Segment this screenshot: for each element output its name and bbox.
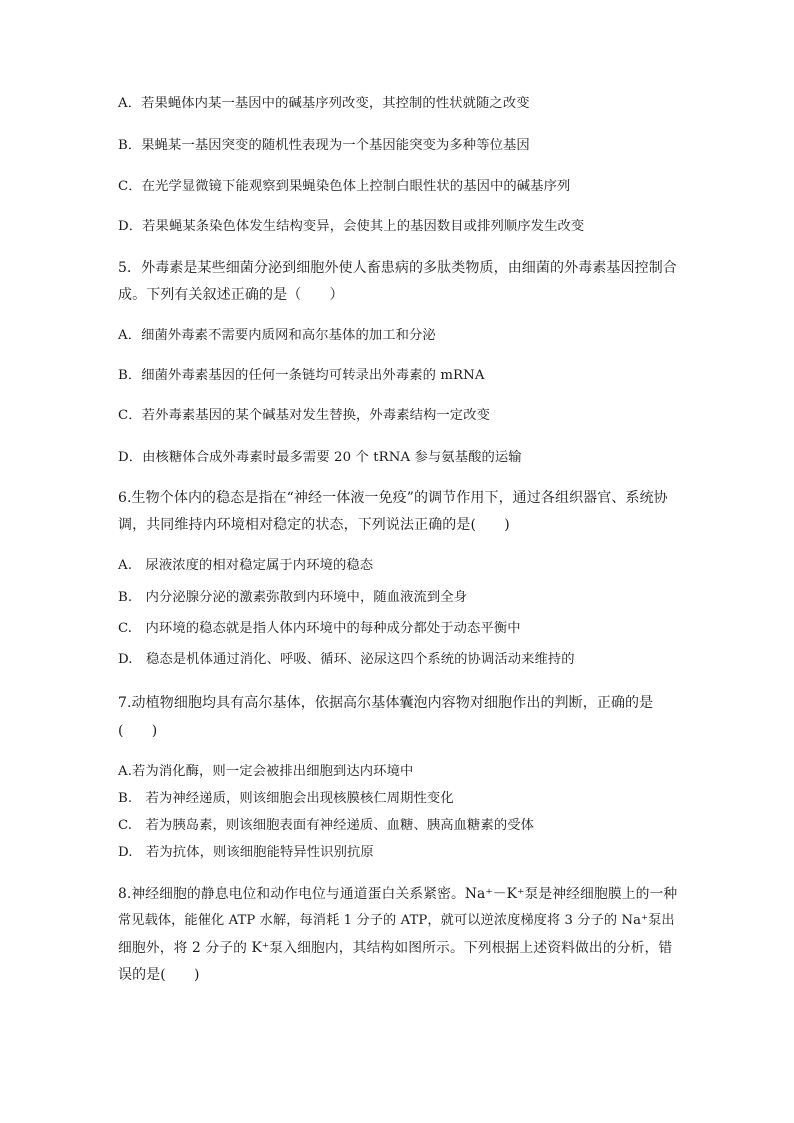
q7-option-d: D. 若为抗体，则该细胞能特异性识别抗原 xyxy=(118,845,374,860)
q6-option-a: A. 尿液浓度的相对稳定属于内环境的稳态 xyxy=(118,558,374,573)
q7-option-b: B. 若为神经递质，则该细胞会出现核膜核仁周期性变化 xyxy=(118,791,454,806)
q6-stem-line2: 调，共同维持内环境相对稳定的状态，下列说法正确的是( ) xyxy=(118,517,510,533)
q5-option-d: D．由核糖体合成外毒素时最多需要 20 个 tRNA 参与氨基酸的运输 xyxy=(118,450,522,465)
q8-stem-line2: 常见载体，能催化 ATP 水解，每消耗 1 分子的 ATP，就可以逆浓度梯度将 3 分子的 Na⁺泵出 xyxy=(118,913,675,928)
q6-stem-line1: 6.生物个体内的稳态是指在“神经一体液一免疫”的调节作用下，通过各组织器官、系统协 xyxy=(118,490,668,506)
q4-option-b: B．果蝇某一基因突变的随机性表现为一个基因能突变为多种等位基因 xyxy=(118,138,530,153)
q5-option-b: B．细菌外毒素基因的任何一条链均可转录出外毒素的 mRNA xyxy=(118,368,485,383)
q7-stem-line1: 7.动植物细胞均具有高尔基体，依据高尔基体囊泡内容物对细胞作出的判断，正确的是 xyxy=(118,695,654,711)
q6-option-c: C. 内环境的稳态就是指人体内环境中的每种成分都处于动态平衡中 xyxy=(118,621,521,636)
q4-option-c: C．在光学显微镜下能观察到果蝇染色体上控制白眼性状的基因中的碱基序列 xyxy=(118,179,571,194)
q5-stem-line1: 5．外毒素是某些细菌分泌到细胞外使人畜患病的多肽类物质，由细菌的外毒素基因控制合 xyxy=(118,260,677,276)
q8-stem-line3: 细胞外，将 2 分子的 K⁺泵入细胞内，其结构如图所示。下列根据上述资料做出的分析，错 xyxy=(118,940,673,956)
q5-stem-line2: 成。下列有关叙述正确的是（ ） xyxy=(118,287,344,303)
q7-option-a: A.若为消化酶，则一定会被排出细胞到达内环境中 xyxy=(118,764,414,779)
q8-stem-line1: 8.神经细胞的静息电位和动作电位与通道蛋白关系紧密。Na⁺－K⁺泵是神经细胞膜上的一种 xyxy=(118,886,678,902)
q6-option-b: B. 内分泌腺分泌的激素弥散到内环境中，随血液流到全身 xyxy=(118,590,468,605)
q6-option-d: D. 稳态是机体通过消化、呼吸、循环、泌尿这四个系统的协调活动来维持的 xyxy=(118,652,575,667)
q5-option-a: A．细菌外毒素不需要内质网和高尔基体的加工和分泌 xyxy=(118,328,436,343)
q4-option-d: D．若果蝇某条染色体发生结构变异，会使其上的基因数目或排列顺序发生改变 xyxy=(118,219,585,234)
q5-option-c: C．若外毒素基因的某个碱基对发生替换，外毒素结构一定改变 xyxy=(118,408,490,423)
q7-option-c: C. 若为胰岛素，则该细胞表面有神经递质、血糖、胰高血糖素的受体 xyxy=(118,818,535,833)
q8-stem-line4: 误的是( ) xyxy=(118,967,200,983)
q4-option-a: A．若果蝇体内某一基因中的碱基序列改变，其控制的性状就随之改变 xyxy=(118,96,530,111)
q7-stem-line2: ( ) xyxy=(118,723,158,739)
